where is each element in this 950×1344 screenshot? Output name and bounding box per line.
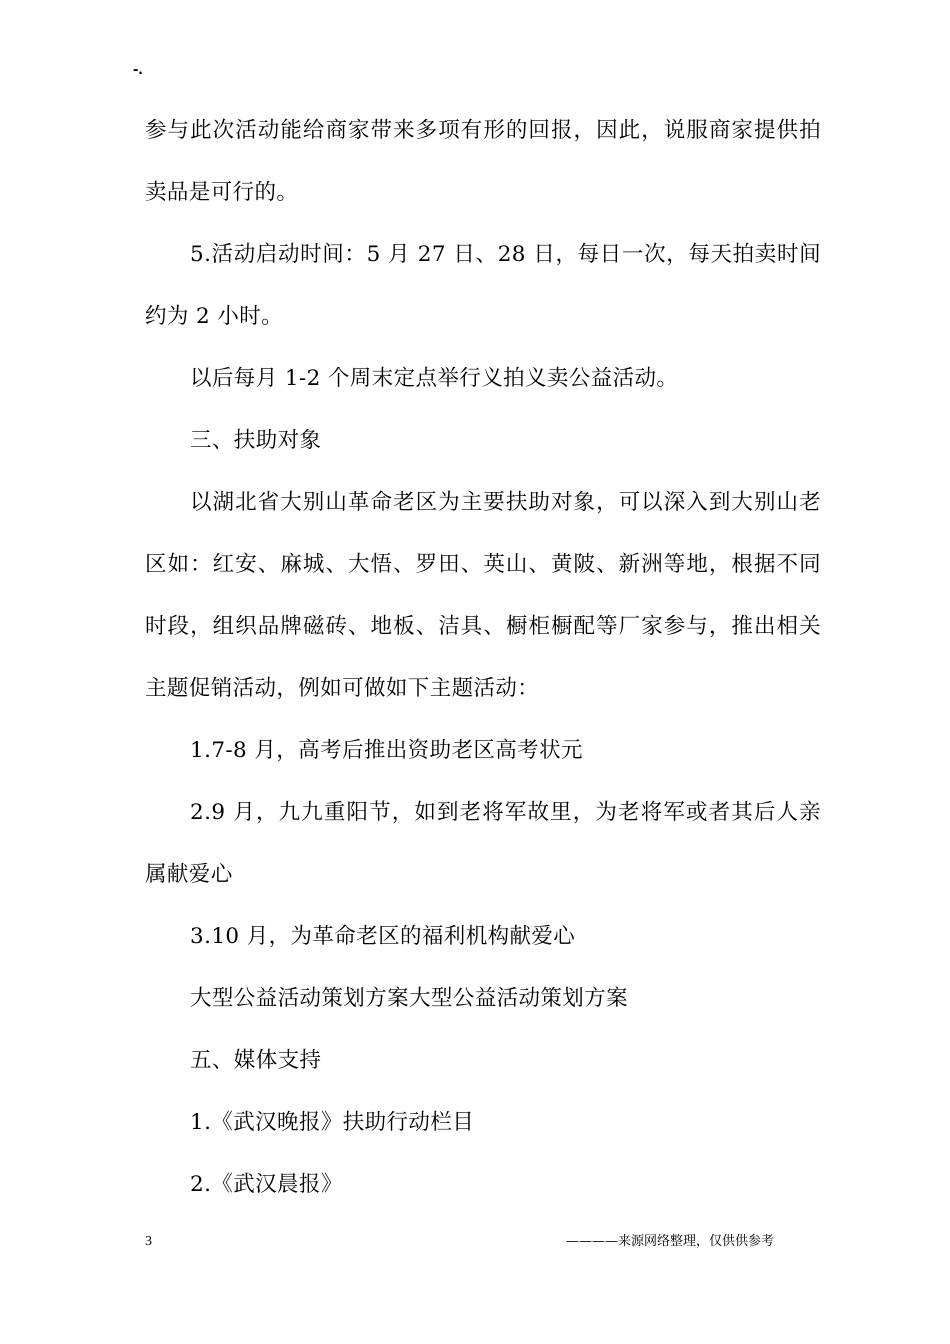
- paragraph-line: 大型公益活动策划方案大型公益活动策划方案: [190, 986, 629, 1011]
- paragraph-line: 主题促销活动，例如可做如下主题活动：: [145, 676, 540, 701]
- header-mark: -.: [133, 61, 143, 78]
- list-item: 2.《武汉晨报》: [190, 1172, 343, 1197]
- paragraph-line: 以后每月 1-2 个周末定点举行义拍义卖公益活动。: [190, 366, 679, 391]
- list-item-continuation: 属献爱心: [145, 862, 233, 887]
- section-heading: 三、扶助对象: [190, 428, 322, 453]
- body-text: [145, 100, 821, 1216]
- footer-note: ————来源网络整理，仅供供参考: [565, 1234, 774, 1249]
- paragraph-line: 约为 2 小时。: [145, 304, 284, 329]
- page-number: 3: [145, 1234, 152, 1249]
- paragraph-line: 卖品是可行的。: [145, 180, 299, 205]
- list-item: 1.7-8 月，高考后推出资助老区高考状元: [190, 738, 583, 763]
- paragraph-line: 参与此次活动能给商家带来多项有形的回报，因此，说服商家提供拍: [145, 118, 821, 143]
- section-heading: 五、媒体支持: [190, 1048, 322, 1073]
- paragraph-line: 时段，组织品牌磁砖、地板、洁具、橱柜橱配等厂家参与，推出相关: [145, 614, 821, 639]
- paragraph-line: 区如：红安、麻城、大悟、罗田、英山、黄陂、新洲等地，根据不同: [145, 552, 821, 577]
- list-item: 1.《武汉晚报》扶助行动栏目: [190, 1110, 475, 1135]
- list-item: 2.9 月，九九重阳节，如到老将军故里，为老将军或者其后人亲: [190, 800, 821, 825]
- paragraph-line: 以湖北省大别山革命老区为主要扶助对象，可以深入到大别山老: [190, 490, 821, 515]
- paragraph-line: 5.活动启动时间：5 月 27 日、28 日，每日一次，每天拍卖时间: [190, 242, 821, 267]
- list-item: 3.10 月，为革命老区的福利机构献爱心: [190, 924, 576, 949]
